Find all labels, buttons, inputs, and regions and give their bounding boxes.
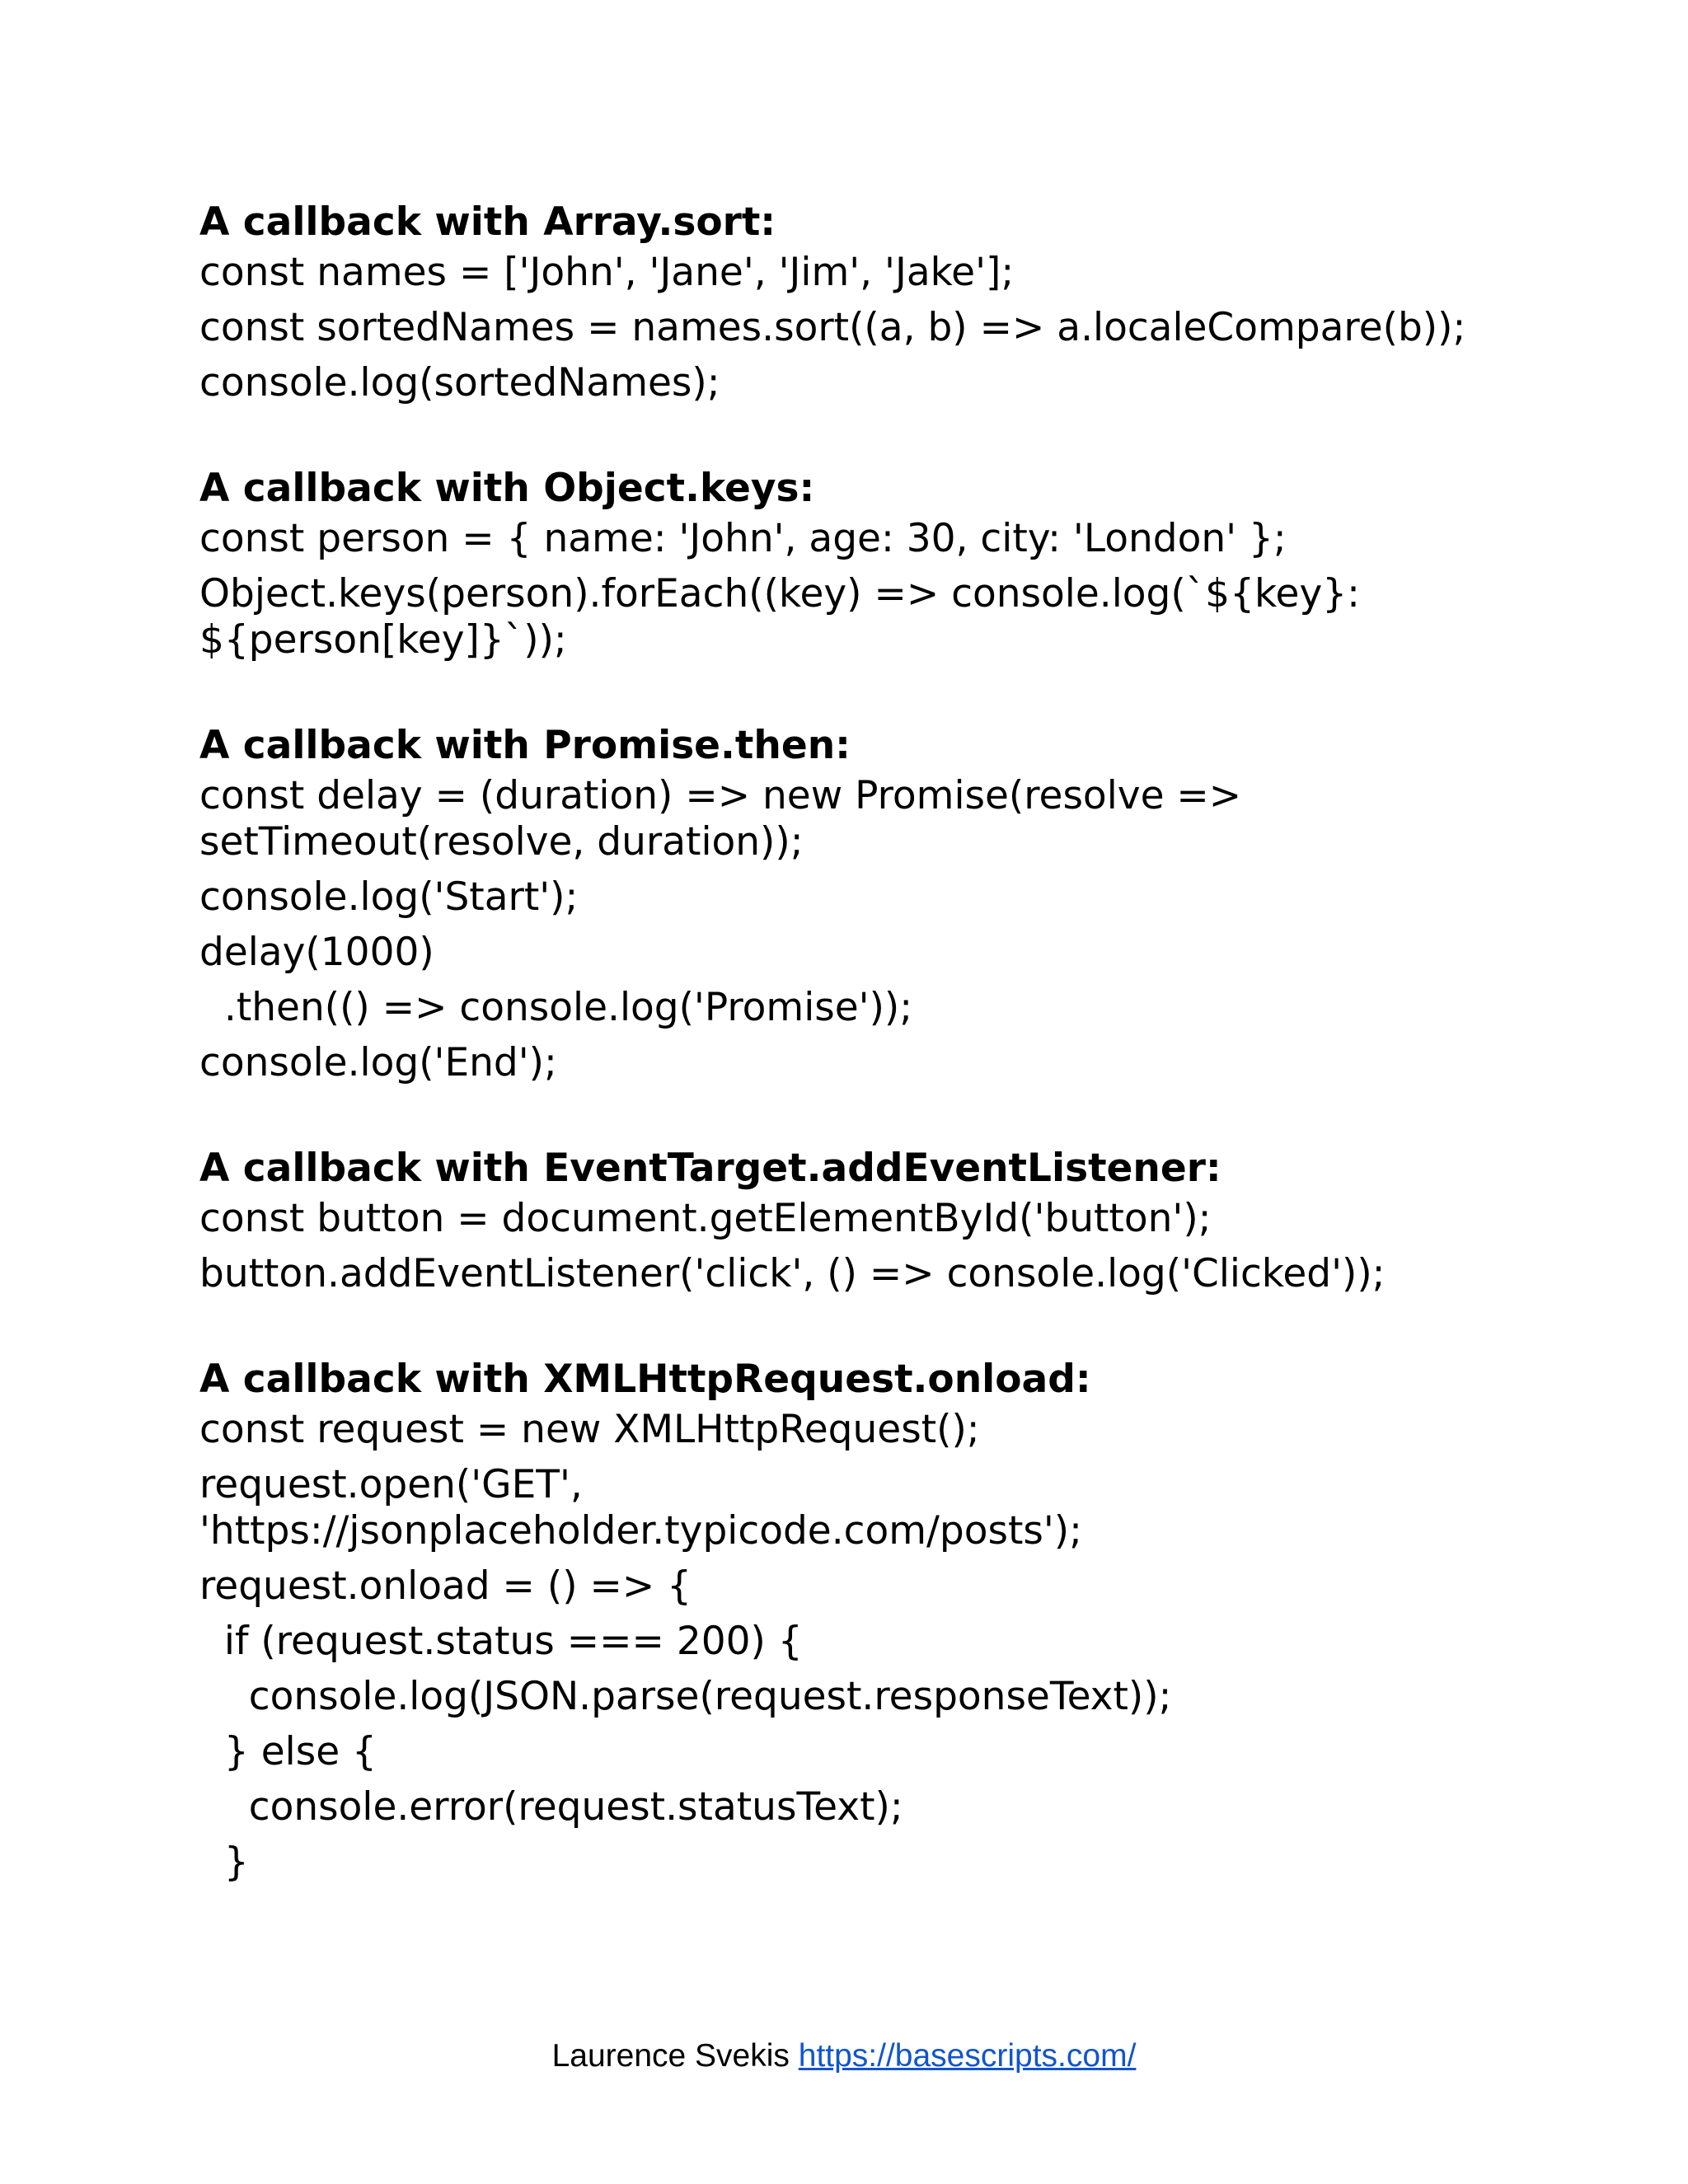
section-add-event-listener [199,1141,1551,1297]
section-heading: A callback with Object.keys: [199,466,815,511]
section-heading: A callback with EventTarget.addEventListener: [199,1146,1221,1191]
section-heading: A callback with Array.sort: [199,199,776,245]
code-line: console.log(sortedNames); [199,360,720,405]
section-heading: A callback with XMLHttpRequest.onload: [199,1357,1091,1402]
code-line: button.addEventListener('click', () => console.log('Clicked')); [199,1251,1386,1296]
code-line: request.open('GET', 'https://jsonplaceholder.typicode.com/posts'); [199,1462,1082,1554]
section-promise-then [199,718,1551,1086]
code-line: const request = new XMLHttpRequest(); [199,1407,980,1452]
footer-author: Laurence Svekis [551,2038,799,2074]
code-line: Object.keys(person).forEach((key) => console.log(`${key}: ${person[key]}`)); [199,571,1361,663]
code-line: delay(1000) [199,930,434,975]
code-line: const sortedNames = names.sort((a, b) => a.localeCompare(b)); [199,305,1466,350]
code-line: console.error(request.statusText); [199,1784,903,1830]
code-line: } else { [199,1729,377,1774]
section-xhr-onload [199,1352,1551,1886]
footer-link[interactable]: https://basescripts.com/ [798,2038,1137,2074]
section-object-keys [199,461,1551,663]
code-line: const names = ['John', 'Jane', 'Jim', 'Jake']; [199,250,1015,295]
code-line: console.log(JSON.parse(request.responseText)); [199,1674,1172,1719]
code-line: if (request.status === 200) { [199,1619,803,1664]
page-footer [0,2036,1688,2077]
code-line: } [199,1840,249,1885]
code-line: console.log('End'); [199,1040,557,1085]
code-line: request.onload = () => { [199,1563,692,1609]
document-page [199,194,1551,1940]
code-line: const button = document.getElementById('button'); [199,1196,1212,1241]
code-line: console.log('Start'); [199,874,579,920]
code-line: const delay = (duration) => new Promise(resolve => setTimeout(resolve, duration)); [199,773,1242,865]
section-array-sort [199,194,1551,406]
code-line: const person = { name: 'John', age: 30, city: 'London' }; [199,516,1287,561]
section-heading: A callback with Promise.then: [199,723,851,768]
code-line: .then(() => console.log('Promise')); [199,985,913,1030]
